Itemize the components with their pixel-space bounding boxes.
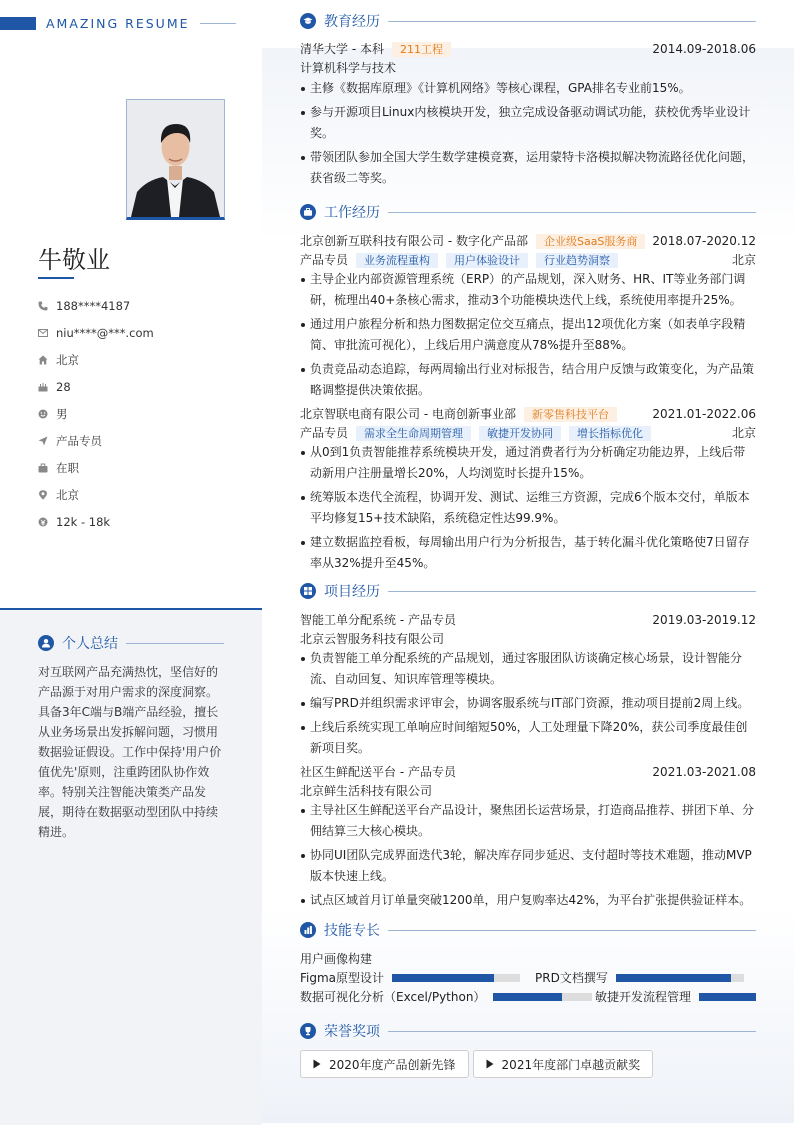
award-badge xyxy=(473,1050,654,1078)
education-tag: 211工程 xyxy=(392,42,451,57)
education-bullets xyxy=(300,78,756,189)
project-date: 2021.03-2021.08 xyxy=(652,764,756,779)
skill-name: 敏捷开发流程管理 xyxy=(595,990,692,1004)
section-title: 技能专长 xyxy=(324,923,380,939)
cake-icon xyxy=(38,382,48,392)
summary-text: 对互联网产品充满热忱，坚信好的产品源于对用户需求的深度洞察。具备3年C端与B端产品经验，擅长从业务场景出发拆解问题，习惯用数据验证假设。工作中保持'用户价值优先'原则，注重跨团队协作效率。特别关注智能决策类产品发展，期待在数据驱动型团队中持续精进。 xyxy=(38,665,222,839)
list-item: 编写PRD并组织需求评审会，协调客服系统与IT部门资源，推动项目提前2周上线。 xyxy=(300,693,756,714)
home-icon xyxy=(38,355,48,365)
brand-bar xyxy=(0,17,36,30)
work-section xyxy=(300,202,756,577)
info-email xyxy=(38,319,238,346)
skill-bar-fill xyxy=(392,974,494,982)
job-position: 产品专员 xyxy=(300,426,349,440)
skill-name: PRD文档撰写 xyxy=(535,971,608,985)
list-item: 主导企业内部资源管理系统（ERP）的产品规划，深入财务、HR、IT等业务部门调研，梳理出40+条核心需求，推动3个功能模块迭代上线，系统使用率提升25%。 xyxy=(300,269,756,311)
job-company-wrap xyxy=(300,232,645,249)
job-bullets xyxy=(300,269,756,401)
job-position-row xyxy=(300,423,756,442)
name-underline xyxy=(38,277,74,279)
job-position: 产品专员 xyxy=(300,253,349,267)
list-item: 主修《数据库原理》《计算机网络》等核心课程，GPA排名专业前15%。 xyxy=(300,78,756,99)
skill-tag: 敏捷开发协同 xyxy=(479,426,561,441)
skills-section xyxy=(300,920,756,1006)
education-major-row xyxy=(300,58,756,77)
education-section xyxy=(300,11,756,192)
job-company: 北京智联电商有限公司 - 电商创新事业部 xyxy=(300,407,516,421)
contact-info-list xyxy=(38,292,238,535)
briefcase-icon xyxy=(38,463,48,473)
list-item: 协同UI团队完成界面迭代3轮，解决库存同步延迟、支付超时等技术难题，推动MVP版本快速上线。 xyxy=(300,845,756,887)
job-header-row xyxy=(300,404,756,423)
info-text: niu****@***.com xyxy=(56,325,154,340)
job-company: 北京创新互联科技有限公司 - 数字化产品部 xyxy=(300,234,528,248)
info-age xyxy=(38,373,238,400)
list-item: 从0到1负责智能推荐系统模块开发，通过消费者行为分析确定功能边界，上线后带动新用户注册量增长20%，人均浏览时长提升15%。 xyxy=(300,442,756,484)
skill-bar-fill xyxy=(616,974,731,982)
list-item: 参与开源项目Linux内核模块开发，独立完成设备驱动调试功能，获校优秀毕业设计奖。 xyxy=(300,102,756,144)
job-tag: 新零售科技平台 xyxy=(524,407,617,422)
section-divider xyxy=(388,930,756,931)
info-text: 产品专员 xyxy=(56,433,102,448)
education-header xyxy=(300,11,756,31)
project-company-row xyxy=(300,781,756,800)
education-date: 2014.09-2018.06 xyxy=(652,41,756,56)
info-status xyxy=(38,454,238,481)
salary-icon xyxy=(38,517,48,527)
info-salary xyxy=(38,508,238,535)
skill-name: 数据可视化分析（Excel/Python） xyxy=(300,990,486,1004)
award-label: 2021年度部门卓越贡献奖 xyxy=(501,1057,641,1072)
list-item: 试点区域首月订单量突破1200单，用户复购率达42%，为平台扩张提供验证样本。 xyxy=(300,890,756,911)
info-gender xyxy=(38,400,238,427)
job-date: 2021.01-2022.06 xyxy=(652,406,756,421)
brand-title: AMAZING RESUME xyxy=(46,16,190,31)
job-city: 北京 xyxy=(731,426,756,440)
honors-list xyxy=(300,1050,756,1078)
job-header-row xyxy=(300,231,756,250)
job-position-wrap xyxy=(300,251,618,268)
info-home xyxy=(38,346,238,373)
list-item: 通过用户旅程分析和热力图数据定位交互痛点，提出12项优化方案（如表单字段精简、审批流可视化），上线后用户满意度从78%提升至88%。 xyxy=(300,314,756,356)
list-item: 负责竞品动态追踪，每两周输出行业对标报告，结合用户反馈与政策变化，为产品策略调整提供决策依据。 xyxy=(300,359,756,401)
play-icon xyxy=(486,1059,494,1069)
section-divider xyxy=(126,643,224,644)
user-icon xyxy=(38,635,54,651)
avatar-illustration xyxy=(127,100,224,217)
project-name: 社区生鲜配送平台 - 产品专员 xyxy=(300,765,456,779)
skill-bar-fill xyxy=(699,993,756,1001)
job-city: 北京 xyxy=(731,253,756,267)
projects-section xyxy=(300,581,756,914)
chart-icon xyxy=(300,922,316,938)
graduation-cap-icon xyxy=(300,13,316,29)
project-company: 北京鲜生活科技有限公司 xyxy=(300,784,433,798)
info-phone xyxy=(38,292,238,319)
project-date: 2019.03-2019.12 xyxy=(652,612,756,627)
section-title: 个人总结 xyxy=(62,636,118,652)
info-position xyxy=(38,427,238,454)
job-date: 2018.07-2020.12 xyxy=(652,233,756,248)
info-text: 188****4187 xyxy=(56,298,131,313)
education-school: 清华大学 - 本科 xyxy=(300,42,384,56)
skill-name: Figma原型设计 xyxy=(300,971,385,985)
location-icon xyxy=(38,490,48,500)
brand-header xyxy=(0,17,236,30)
project-header-row xyxy=(300,610,756,629)
section-title: 项目经历 xyxy=(324,584,380,600)
info-text: 北京 xyxy=(56,352,79,367)
avatar-photo xyxy=(126,99,225,220)
trophy-icon xyxy=(300,1023,316,1039)
job-position-row xyxy=(300,250,756,269)
award-badge xyxy=(300,1050,469,1078)
list-item: 主导社区生鲜配送平台产品设计，聚焦团长运营场景，打造商品推荐、拼团下单、分佣结算三大核心模块。 xyxy=(300,800,756,842)
play-icon xyxy=(313,1059,321,1069)
project-company-row xyxy=(300,629,756,648)
skills-header xyxy=(300,920,756,940)
skill-row xyxy=(300,987,756,1006)
summary-section-header xyxy=(38,633,224,653)
skill-row xyxy=(300,949,756,968)
project-company: 北京云智服务科技有限公司 xyxy=(300,632,445,646)
phone-icon xyxy=(38,301,48,311)
job-position-wrap xyxy=(300,424,651,441)
section-title: 教育经历 xyxy=(324,14,380,30)
job-bullets xyxy=(300,442,756,574)
honors-section xyxy=(300,1021,756,1078)
section-title: 工作经历 xyxy=(324,205,380,221)
project-bullets xyxy=(300,648,756,759)
briefcase-icon xyxy=(300,204,316,220)
skill-bar xyxy=(699,993,756,1001)
section-divider xyxy=(388,212,756,213)
job-company-wrap xyxy=(300,405,617,422)
info-text: 北京 xyxy=(56,487,79,502)
skill-tag: 用户体验设计 xyxy=(446,253,528,268)
info-text: 28 xyxy=(56,379,71,394)
skill-row xyxy=(300,968,756,987)
job-tag: 企业级SaaS服务商 xyxy=(536,234,645,249)
award-label: 2020年度产品创新先锋 xyxy=(329,1057,456,1072)
skill-tag: 业务流程重构 xyxy=(356,253,438,268)
education-major: 计算机科学与技术 xyxy=(300,61,397,75)
section-divider xyxy=(388,1031,756,1032)
work-header xyxy=(300,202,756,222)
list-item: 上线后系统实现工单响应时间缩短50%，人工处理量下降20%，获公司季度最佳创新项目奖。 xyxy=(300,717,756,759)
grid-icon xyxy=(300,583,316,599)
send-icon xyxy=(38,436,48,446)
skill-bar xyxy=(493,993,592,1001)
section-divider xyxy=(388,21,756,22)
brand-divider xyxy=(200,23,236,24)
section-title: 荣誉奖项 xyxy=(324,1024,380,1040)
skill-tag: 增长指标优化 xyxy=(569,426,651,441)
project-name: 智能工单分配系统 - 产品专员 xyxy=(300,613,456,627)
project-bullets xyxy=(300,800,756,911)
education-row xyxy=(300,39,756,58)
list-item: 建立数据监控看板，每周输出用户行为分析报告，基于转化漏斗优化策略使7日留存率从32%提升至45%。 xyxy=(300,532,756,574)
honors-header xyxy=(300,1021,756,1041)
skill-tag: 行业趋势洞察 xyxy=(536,253,618,268)
info-location xyxy=(38,481,238,508)
skill-bar xyxy=(616,974,744,982)
project-header-row xyxy=(300,762,756,781)
section-divider xyxy=(388,591,756,592)
list-item: 负责智能工单分配系统的产品规划，通过客服团队访谈确定核心场景，设计智能分流、自动回复、知识库管理等模块。 xyxy=(300,648,756,690)
skill-bar-fill xyxy=(493,993,562,1001)
skill-name: 用户画像构建 xyxy=(300,952,373,966)
info-text: 在职 xyxy=(56,460,79,475)
education-school-wrap xyxy=(300,40,451,57)
list-item: 统筹版本迭代全流程，协调开发、测试、运维三方资源，完成6个版本交付，单版本平均修复15+技术缺陷，系统稳定性达99.9%。 xyxy=(300,487,756,529)
candidate-name: 牛敬业 xyxy=(38,246,110,274)
projects-header xyxy=(300,581,756,601)
skill-bar xyxy=(392,974,520,982)
info-text: 男 xyxy=(56,406,68,421)
smile-icon xyxy=(38,409,48,419)
skill-tag: 需求全生命周期管理 xyxy=(356,426,471,441)
mail-icon xyxy=(38,328,48,338)
list-item: 带领团队参加全国大学生数学建模竞赛，运用蒙特卡洛模拟解决物流路径优化问题，获省级二等奖。 xyxy=(300,147,756,189)
info-text: 12k - 18k xyxy=(56,514,111,529)
